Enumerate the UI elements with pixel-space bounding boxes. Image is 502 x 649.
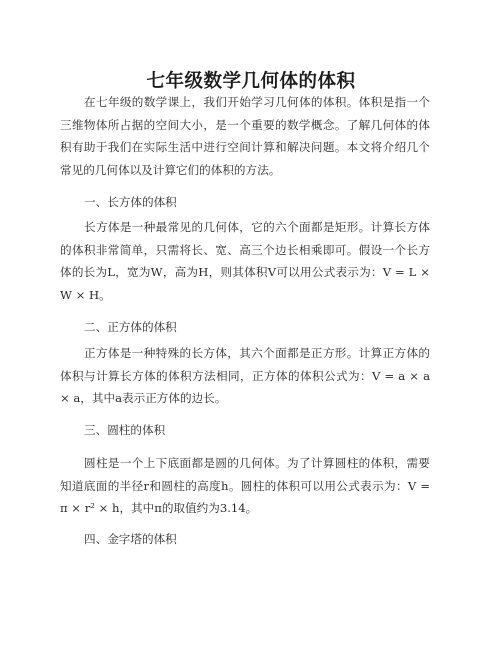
section-heading-cube: 二、正方体的体积 [84,320,177,334]
document-title: 七年级数学几何体的体积 [146,71,356,93]
section-heading-cuboid: 一、长方体的体积 [84,195,177,209]
section-body-cuboid: 长方体是一种最常见的几何体，它的六个面都是矩形。计算长方体的体积非常简单，只需将长、宽、高三个边长相乘即可。假设一个长方体的长为L，宽为W，高为H，则其体积V可以用公式表示为：V = L × W × H。 [60,220,430,302]
section-body-cube: 正方体是一种特殊的长方体，其六个面都是正方形。计算正方体的体积与计算长方体的体积方法相同，正方体的体积公式为：V = a × a × a，其中a表示正方体的边长。 [60,346,430,405]
section-heading-cylinder: 三、圆柱的体积 [84,423,166,437]
intro-paragraph: 在七年级的数学课上，我们开始学习几何体的体积。体积是指一个三维物体所占据的空间大小，是一个重要的数学概念。了解几何体的体积有助于我们在实际生活中进行空间计算和解决问题。本文将介绍几个常见的几何体以及计算它们的体积的方法。 [60,95,430,177]
section-heading-pyramid: 四、金字塔的体积 [84,532,177,546]
section-body-cylinder: 圆柱是一个上下底面都是圆的几何体。为了计算圆柱的体积，需要知道底面的半径r和圆柱的高度h。圆柱的体积可以用公式表示为：V = π × r² × h，其中π的取值约为3.14。 [60,456,430,515]
